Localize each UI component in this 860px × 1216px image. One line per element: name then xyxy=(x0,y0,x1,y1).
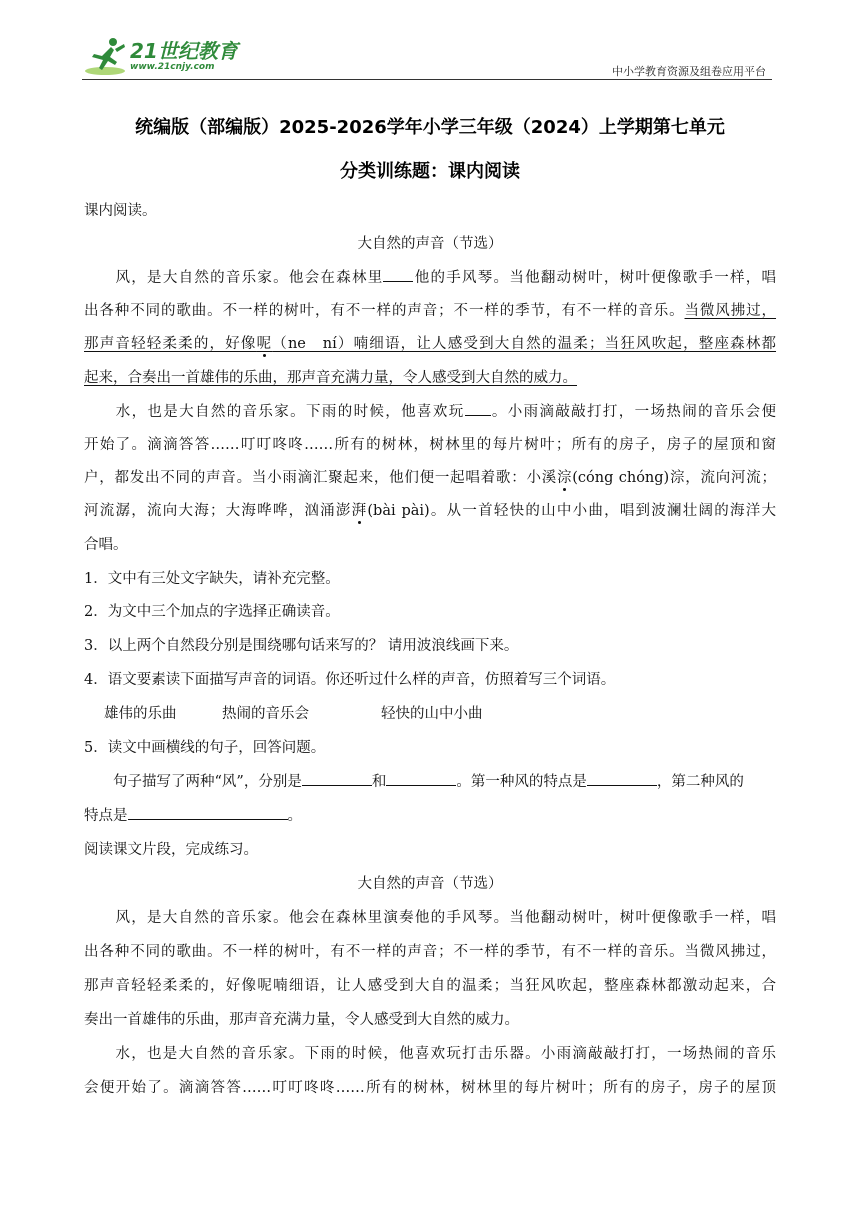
question-5-answer-line1: 句子描写了两种“风”，分别是 和 。第一种风的特点是 ，第二种风的 xyxy=(84,770,744,791)
section1-paragraph2-line3: 户，都发出不同的声音。当小雨滴汇聚起来，他们便一起唱着歌：小溪淙(cóng chóng)淙，流向河流； xyxy=(84,470,776,486)
answer-blank[interactable] xyxy=(302,771,372,786)
logo-url: www.21cnjy.com xyxy=(130,61,215,72)
section2-line-3: 那声音轻轻柔柔的，好像呢喃细语，让人感受到大自的温柔；当狂风吹起，整座森林都激动起来，合 xyxy=(84,978,776,994)
logo xyxy=(82,34,238,78)
section2-line-1: 风，是大自然的音乐家。他会在森林里演奏他的手风琴。当他翻动树叶，树叶便像歌手一样，唱 xyxy=(115,910,777,926)
header-divider xyxy=(82,79,772,80)
example-word-1: 雄伟的乐曲 xyxy=(104,706,177,722)
runner-logo-icon xyxy=(82,34,128,78)
page-subtitle: 分类训练题：课内阅读 xyxy=(340,161,520,182)
section1-paragraph1-line1: 风，是大自然的音乐家。他会在森林里 他的手风琴。当他翻动树叶，树叶便像歌手一样，唱 xyxy=(84,266,776,287)
question-5-answer-line2: 特点是 。 xyxy=(84,804,302,825)
question-3: 3．以上两个自然段分别是围绕哪句话来写的？ 请用波浪线画下来。 xyxy=(84,638,519,654)
section1-paragraph1-line4: 起来，合奏出一首雄伟的乐曲，那声音充满力量，令人感受到大自然的威力。 xyxy=(84,370,577,386)
question-4: 4．语文要素读下面描写声音的词语。你还听过什么样的声音，仿照着写三个词语。 xyxy=(84,672,616,688)
example-word-3: 轻快的山中小曲 xyxy=(381,706,483,722)
section2-line-5: 水，也是大自然的音乐家。下雨的时候，他喜欢玩打击乐器。小雨滴敲敲打打，一场热闹的音乐 xyxy=(115,1046,777,1062)
section2-passage-title: 大自然的声音（节选） xyxy=(357,876,503,892)
section2-intro: 阅读课文片段，完成练习。 xyxy=(84,842,258,858)
section1-intro: 课内阅读。 xyxy=(84,203,157,219)
section1-passage-title: 大自然的声音（节选） xyxy=(357,236,503,252)
question-2: 2．为文中三个加点的字选择正确读音。 xyxy=(84,604,340,620)
section1-paragraph1-line3: 那声音轻轻柔柔的，好像呢（ne ní）喃细语，让人感受到大自然的温柔；当狂风吹起，整座森林都 xyxy=(84,336,777,352)
section1-paragraph2-line2: 开始了。滴滴答答……叮叮咚咚……所有的树林，树林里的每片树叶；所有的房子，房子的屋顶和窗 xyxy=(84,437,776,453)
section1-paragraph1-line2: 出各种不同的歌曲。不一样的树叶，有不一样的声音；不一样的季节，有不一样的音乐。当微风拂过， xyxy=(84,303,777,319)
section2-line-2: 出各种不同的歌曲。不一样的树叶，有不一样的声音；不一样的季节，有不一样的音乐。当微风拂过， xyxy=(84,944,776,960)
answer-blank[interactable] xyxy=(587,771,657,786)
section2-line-4: 奏出一首雄伟的乐曲，那声音充满力量，令人感受到大自然的威力。 xyxy=(84,1012,519,1028)
section1-paragraph2-line5: 合唱。 xyxy=(84,537,128,553)
answer-blank[interactable] xyxy=(128,805,288,820)
platform-label: 中小学教育资源及组卷应用平台 xyxy=(612,65,766,78)
answer-blank[interactable] xyxy=(383,267,413,282)
logo-text: 21世纪教育 xyxy=(130,38,238,63)
section2-line-6: 会便开始了。滴滴答答……叮叮咚咚……所有的树林，树林里的每片树叶；所有的房子，房子的屋顶 xyxy=(84,1080,776,1096)
question-5: 5．读文中画横线的句子，回答问题。 xyxy=(84,740,326,756)
answer-blank[interactable] xyxy=(386,771,456,786)
example-word-2: 热闹的音乐会 xyxy=(222,706,309,722)
section1-paragraph2-line1: 水，也是大自然的音乐家。下雨的时候，他喜欢玩 。小雨滴敲敲打打，一场热闹的音乐会便 xyxy=(84,400,776,421)
answer-blank[interactable] xyxy=(465,401,491,416)
page-header xyxy=(82,34,772,80)
section1-paragraph2-line4: 河流潺，流向大海；大海哗哗，汹涌澎湃(bài pài)。从一首轻快的山中小曲，唱到波澜壮阔的海洋大 xyxy=(84,503,776,519)
question-1: 1．文中有三处文字缺失，请补充完整。 xyxy=(84,571,340,587)
page-title: 统编版（部编版）2025-2026学年小学三年级（2024）上学期第七单元 xyxy=(135,117,725,138)
